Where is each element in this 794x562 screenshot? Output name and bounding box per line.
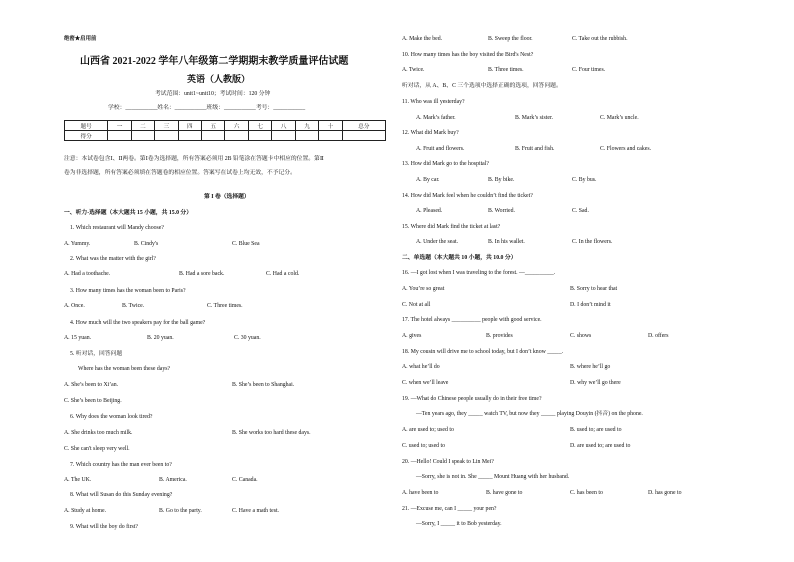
option-b[interactable]: B. Go to the party. <box>159 508 202 514</box>
question-16: 16. —I got lost when I was traveling to the forest. —__________. <box>402 270 556 276</box>
option-b[interactable]: B. In his wallet. <box>488 239 525 245</box>
option-a[interactable]: A. Twice. <box>402 67 425 73</box>
option-c[interactable]: C. Flowers and cakes. <box>600 146 652 152</box>
section2-title: 二、单选题（本大题共 10 小题，共 10.0 分） <box>402 255 517 261</box>
question-8: 8. What will Susan do this Sunday evening? <box>70 492 173 498</box>
score-cell: 题号 <box>65 121 108 131</box>
option-a[interactable]: A. are used to; used to <box>402 427 454 433</box>
option-b[interactable]: B. Worried. <box>488 208 515 214</box>
option-a[interactable]: A. By car. <box>416 177 440 183</box>
option-d[interactable]: D. offers <box>648 333 669 339</box>
question-4: 4. How much will the two speakers pay for the ball game? <box>70 320 206 326</box>
option-a[interactable]: A. Under the seat. <box>416 239 459 245</box>
option-b[interactable]: B. America. <box>159 477 187 483</box>
question-9: 9. What will the boy do first? <box>70 524 138 530</box>
score-cell: 二 <box>131 121 154 131</box>
score-cell <box>131 131 154 141</box>
question-6: 6. Why does the woman look tired? <box>70 414 153 420</box>
option-b[interactable]: B. provides <box>486 333 513 339</box>
option-d[interactable]: D. has gone to <box>648 490 682 496</box>
option-b[interactable]: B. By bike. <box>488 177 515 183</box>
option-a[interactable]: A. 15 yuan. <box>64 335 92 341</box>
option-a[interactable]: A. Once. <box>64 303 85 309</box>
option-b[interactable]: B. Cindy's <box>134 241 159 247</box>
option-a[interactable]: A. gives <box>402 333 422 339</box>
option-c[interactable]: C. has been to <box>570 490 603 496</box>
option-a[interactable]: A. Had a toothache. <box>64 271 111 277</box>
option-b[interactable]: B. Sorry to hear that <box>570 286 618 292</box>
question-14: 14. How did Mark feel when he couldn’t find the ticket? <box>402 193 533 199</box>
option-a[interactable]: A. She drinks too much milk. <box>64 430 133 436</box>
question-2: 2. What was the matter with the girl? <box>70 256 156 262</box>
score-table-score-row <box>65 131 386 141</box>
exam-title: 山西省 2021-2022 学年八年级第二学期期末教学质量评估试题 <box>80 56 349 67</box>
option-b[interactable]: B. Twice. <box>122 303 145 309</box>
question-19: 19. —What do Chinese people usually do in their free time? <box>402 396 542 402</box>
question-15: 15. Where did Mark find the ticket at last? <box>402 224 501 230</box>
option-b[interactable]: B. She’s been to Shanghai. <box>232 382 295 388</box>
score-table <box>64 120 386 141</box>
option-c[interactable]: C. She’s been to Beijing. <box>64 398 122 404</box>
question-5-text: Where has the woman been these days? <box>78 366 171 372</box>
question-1: 1. Which restaurant will Mandy choose? <box>70 225 164 231</box>
score-cell <box>108 131 131 141</box>
option-b[interactable]: B. have gone to <box>486 490 523 496</box>
option-b[interactable]: B. Had a sore back. <box>179 271 225 277</box>
notice-line: 卷为非选择题，所有答案必须填在答题卷的相应位置。答案写在试卷上均无效，不予记分。 <box>64 170 296 176</box>
option-a[interactable]: A. You’re so great <box>402 286 445 292</box>
score-cell <box>155 131 178 141</box>
option-c[interactable]: C. Have a math test. <box>232 508 280 514</box>
option-b[interactable]: B. 20 yuan. <box>147 335 174 341</box>
option-d[interactable]: D. are used to; are used to <box>570 443 631 449</box>
confidential-stamp: 绝密★启用前 <box>64 36 97 42</box>
score-cell: 七 <box>248 121 271 131</box>
score-cell: 五 <box>202 121 225 131</box>
question-5: 5. 听对话，回答问题 <box>70 351 123 357</box>
question-11: 11. Who was ill yesterday? <box>402 99 465 105</box>
score-cell <box>178 131 201 141</box>
option-b[interactable]: B. where he’ll go <box>570 364 611 370</box>
score-cell: 九 <box>295 121 318 131</box>
option-b[interactable]: B. Three times. <box>488 67 524 73</box>
option-a[interactable]: A. what he’ll do <box>402 364 440 370</box>
question-21: 21. —Excuse me, can I _____ your pen? <box>402 506 497 512</box>
option-c[interactable]: C. Three times. <box>207 303 243 309</box>
option-a[interactable]: A. Yummy. <box>64 241 91 247</box>
score-cell: 三 <box>155 121 178 131</box>
section1-title: 一、听力-选择题（本大题共 15 小题，共 15.0 分） <box>64 210 193 216</box>
notice-line: 注意：本试卷包含Ⅰ、Ⅱ两卷。第Ⅰ卷为选择题，所有答案必须用 2B 铅笔涂在答题卡中相应的位置。第Ⅱ <box>64 156 324 162</box>
question-12: 12. What did Mark buy? <box>402 130 459 136</box>
option-b[interactable]: B. Fruit and fish. <box>515 146 555 152</box>
question-3: 3. How many times has the woman been to Paris? <box>70 288 186 294</box>
option-c[interactable]: C. Sad. <box>572 208 589 214</box>
score-cell <box>319 131 342 141</box>
option-a[interactable]: A. The UK. <box>64 477 92 483</box>
score-cell: 六 <box>225 121 248 131</box>
option-c[interactable]: C. 30 yuan. <box>234 335 261 341</box>
question-20-text: —Sorry, she is not in. She _____ Mount Huang with her husband. <box>416 474 570 480</box>
option-c[interactable]: C. Blue Sea <box>232 241 260 247</box>
score-cell: 得分 <box>65 131 108 141</box>
question-13: 13. How did Mark go to the hospital? <box>402 161 489 167</box>
option-d[interactable]: D. why we’ll go there <box>570 380 621 386</box>
option-c[interactable]: C. Mark’s uncle. <box>600 115 639 121</box>
option-c[interactable]: C. shows <box>570 333 592 339</box>
score-cell: 四 <box>178 121 201 131</box>
option-a[interactable]: A. Mark’s father. <box>416 115 456 121</box>
option-b[interactable]: B. Sweep the floor. <box>488 36 533 42</box>
option-a[interactable]: A. Study at home. <box>64 508 107 514</box>
score-cell <box>202 131 225 141</box>
option-b[interactable]: B. Mark’s sister. <box>515 115 554 121</box>
score-cell <box>225 131 248 141</box>
option-c[interactable]: C. Four times. <box>572 67 606 73</box>
score-cell <box>342 131 385 141</box>
question-18: 18. My cousin will drive me to school today, but I don’t know _____. <box>402 349 564 355</box>
option-b[interactable]: B. She works too hard these days. <box>232 430 311 436</box>
option-b[interactable]: B. used to; are used to <box>570 427 622 433</box>
exam-scope: 考试范围：unit1~unit10；考试时间：120 分钟 <box>155 91 271 97</box>
question-21-text: —Sorry, I _____ it to Bob yesterday. <box>416 521 502 527</box>
option-a[interactable]: A. have been to <box>402 490 439 496</box>
exam-subtitle: 英语（人教版） <box>187 74 251 84</box>
score-cell <box>295 131 318 141</box>
score-table-header-row <box>65 121 386 131</box>
score-cell <box>272 131 295 141</box>
score-cell: 总分 <box>342 121 385 131</box>
option-c[interactable]: C. In the flowers. <box>572 239 613 245</box>
option-c[interactable]: C. when we’ll leave <box>402 380 449 386</box>
score-cell: 十 <box>319 121 342 131</box>
option-c[interactable]: C. Take out the rubbish. <box>572 36 628 42</box>
option-c[interactable]: C. She can't sleep very well. <box>64 446 130 452</box>
listening-instruction: 听对话，从 A、B、C 三个选项中选择正确的选项，回答问题。 <box>402 83 562 89</box>
option-c[interactable]: C. Canada. <box>232 477 258 483</box>
option-c[interactable]: C. Had a cold. <box>266 271 300 277</box>
option-c[interactable]: C. used to; used to <box>402 443 445 449</box>
question-17: 17. The hotel always __________ people with good service. <box>402 317 542 323</box>
option-a[interactable]: A. She’s been to Xi’an. <box>64 382 119 388</box>
question-7: 7. Which country has the man ever been to? <box>70 462 172 468</box>
option-a[interactable]: A. Fruit and flowers. <box>416 146 465 152</box>
option-c[interactable]: C. Not at all <box>402 302 431 308</box>
option-a[interactable]: A. Pleased. <box>416 208 443 214</box>
student-info-line: 学校：___________姓名：___________班级：___________考号：___________ <box>108 105 306 111</box>
option-c[interactable]: C. By bus. <box>572 177 597 183</box>
question-10: 10. How many times has the boy visited the Bird's Nest? <box>402 52 534 58</box>
question-19-text: —Ten years ago, they _____ watch TV, but now they _____ playing Douyin (抖音) on the phone. <box>416 411 643 417</box>
score-cell: 一 <box>108 121 131 131</box>
option-d[interactable]: D. I don’t mind it <box>570 302 611 308</box>
option-a[interactable]: A. Make the bed. <box>402 36 443 42</box>
question-20: 20. —Hello! Could I speak to Lin Mei? <box>402 459 494 465</box>
part1-title: 第 I 卷（选择题） <box>204 194 250 200</box>
score-cell: 八 <box>272 121 295 131</box>
score-cell <box>248 131 271 141</box>
